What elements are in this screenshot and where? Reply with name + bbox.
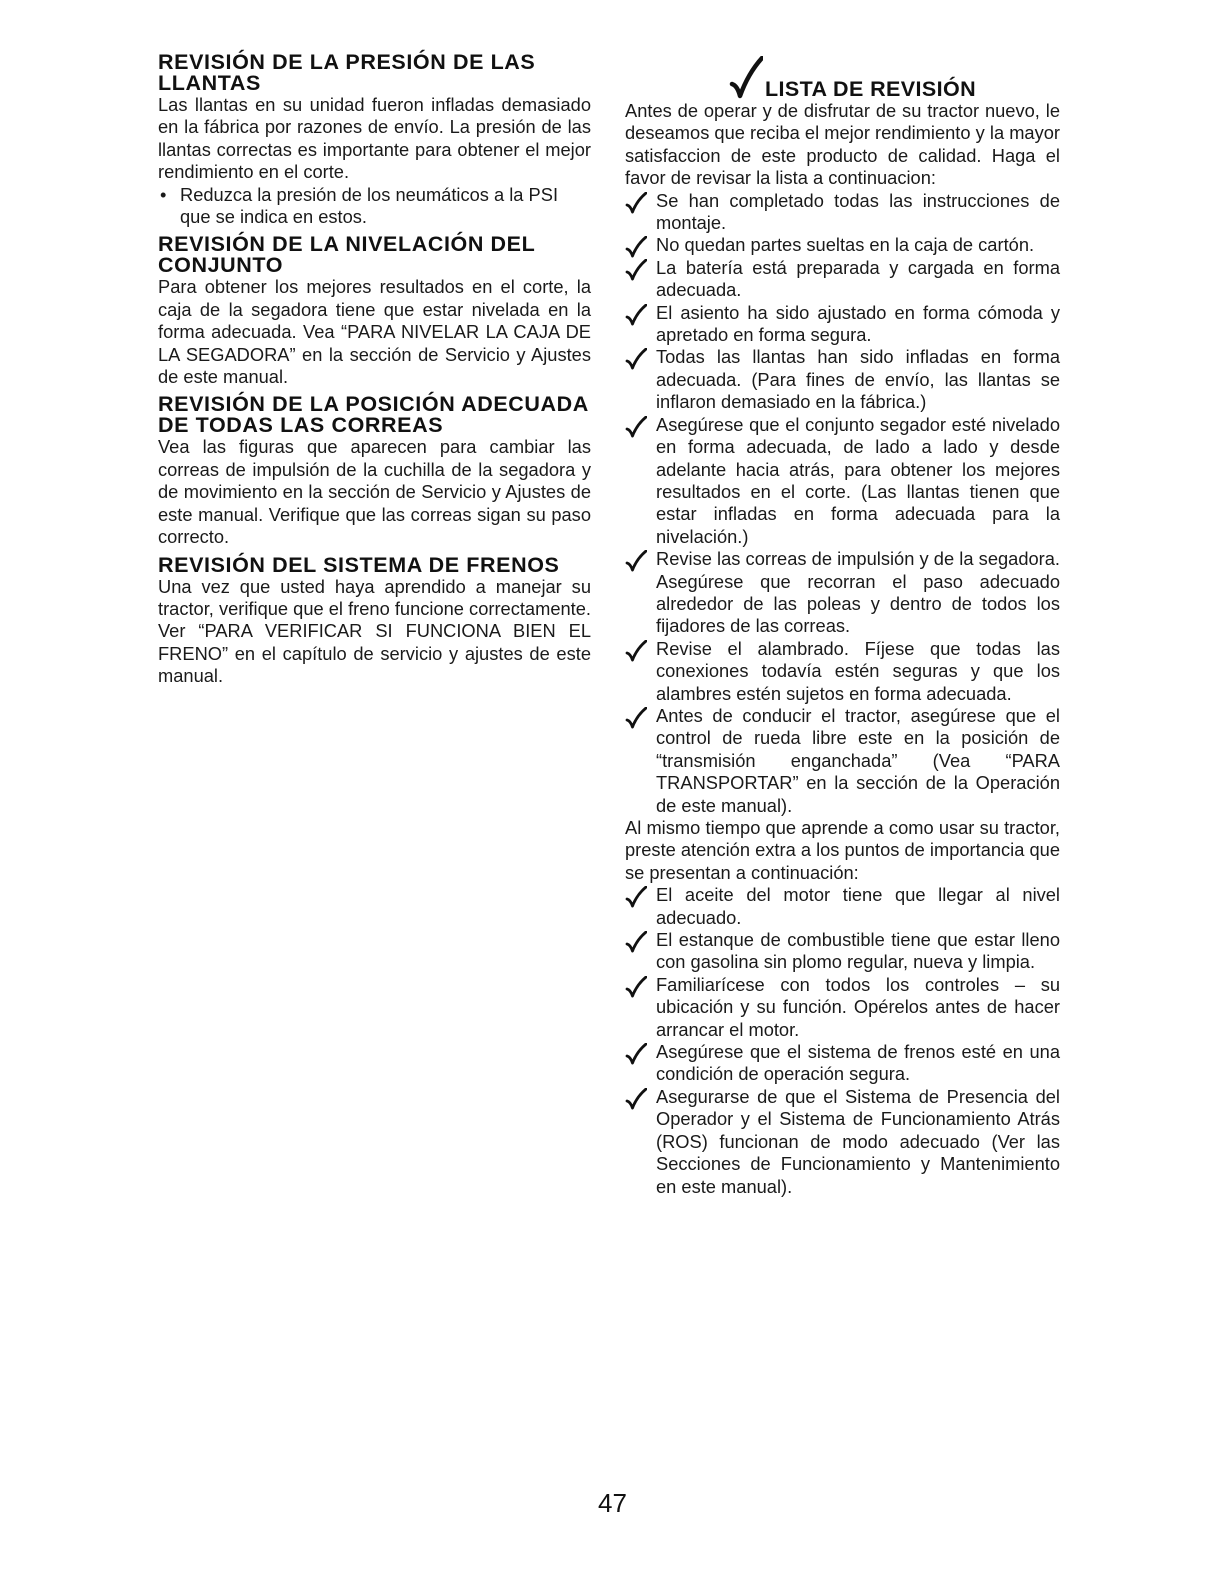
checklist-item (625, 705, 1060, 817)
checklist-intro: Antes de operar y de disfrutar de su tractor nuevo, le deseamos que reciba el mejor rendimiento y la mayor satisfaccion de este producto de calidad. Haga el favor de revisar la lista a continuacion: (625, 100, 1060, 189)
left-column (158, 52, 591, 688)
section-body-tire-pressure: Las llantas en su unidad fueron infladas demasiado en la fábrica por razones de envío. La presión de las llantas correctas es importante para obtener el mejor rendimiento en el corte. (158, 94, 591, 183)
checkmark-icon (729, 56, 763, 100)
checklist-item (625, 1086, 1060, 1198)
checklist-item-text: Familiarícese con todos los controles – su ubicación y su función. Opérelos antes de hacer arrancar el motor. (656, 973, 1060, 1040)
bullet-dot: • (160, 183, 167, 205)
checklist-item (625, 414, 1060, 548)
checklist-item (625, 638, 1060, 705)
checkmark-icon (625, 707, 647, 729)
checkmark-icon (625, 886, 647, 908)
checklist-title: LISTA DE REVISIÓN (764, 77, 977, 101)
checklist-before-operation (625, 190, 1060, 817)
checklist-item-text: El asiento ha sido ajustado en forma cómoda y apretado en forma segura. (656, 301, 1060, 346)
checklist-item-text: El estanque de combustible tiene que estar lleno con gasolina sin plomo regular, nueva y limpia. (656, 929, 1060, 973)
page-number: 47 (598, 1488, 627, 1518)
checklist-item-text: El aceite del motor tiene que llegar al nivel adecuado. (656, 884, 1060, 928)
checklist-item-text: No quedan partes sueltas en la caja de cartón. (656, 234, 1035, 256)
checklist-item-text: Se han completado todas las instrucciones de montaje. (656, 189, 1060, 234)
checklist-item-text: Revise las correas de impulsión y de la segadora. Asegúrese que recorran el paso adecuado alrededor de las poleas y dentro de todos los fijadores de las correas. (656, 548, 1060, 637)
checklist-item-text: Antes de conducir el tractor, asegúrese que el control de rueda libre este en la posición de “transmisión enganchada” (Vea “PARA TRANSPORTAR” en la sección de la Operación de este manual). (656, 704, 1060, 816)
checklist-item (625, 346, 1060, 413)
checklist-item-text: Todas las llantas han sido infladas en forma adecuada. (Para fines de envío, las llantas se inflaron demasiado en la fábrica.) (656, 346, 1060, 413)
bullet-text: Reduzca la presión de los neumáticos a la PSI que se indica en estos. (180, 183, 559, 228)
section-title-tire-pressure: REVISIÓN DE LA PRESIÓN DE LAS LLANTAS (158, 50, 536, 95)
section-body-brakes: Una vez que usted haya aprendido a manejar su tractor, verifique que el freno funcione correctamente. Ver “PARA VERIFICAR SI FUNCIONA BIEN EL FRENO” en el capítulo de servicio y ajustes de este manual. (158, 575, 591, 687)
checkmark-icon (625, 1043, 647, 1065)
checkmark-icon (625, 550, 647, 572)
section-title-belts: REVISIÓN DE LA POSICIÓN ADECUADA DE TODAS LAS CORREAS (158, 392, 589, 438)
checklist-item (625, 929, 1060, 974)
checklist-item (625, 302, 1060, 347)
section-body-leveling: Para obtener los mejores resultados en el corte, la caja de la segadora tiene que estar nivelada en la forma adecuada. Vea “PARA NIVELAR LA CAJA DE LA SEGADORA” en la sección de Servicio y Ajustes de este manual. (158, 276, 591, 388)
section-title-brakes: REVISIÓN DEL SISTEMA DE FRENOS (158, 552, 560, 577)
checkmark-icon (625, 931, 647, 953)
bullet-item (158, 184, 591, 229)
checklist-middle-text: Al mismo tiempo que aprende a como usar su tractor, preste atención extra a los puntos de importancia que se presentan a continuación: (625, 817, 1060, 883)
checklist-item-text: Asegurarse de que el Sistema de Presencia del Operador y el Sistema de Funcionamiento Atrás (ROS) funcionan de modo adecuado (Ver las Secciones de Funcionamiento y Mantenimiento en este manual). (656, 1085, 1060, 1197)
checkmark-icon (625, 236, 647, 258)
checkmark-icon (625, 416, 647, 438)
checklist-item-text: Asegúrese que el conjunto segador esté nivelado en forma adecuada, de lado a lado y desde adelante hacia atrás, para obtener los mejores resultados en el corte. (Las llantas tienen que estar infladas en forma adecuada para la nivelación.) (656, 413, 1060, 547)
checklist-item (625, 548, 1060, 638)
checklist-item-text: Revise el alambrado. Fíjese que todas las conexiones todavía estén seguras y que los alambres estén sujetos en forma adecuada. (656, 637, 1060, 704)
checkmark-icon (625, 976, 647, 998)
checklist-item-text: Asegúrese que el sistema de frenos esté en una condición de operación segura. (656, 1041, 1060, 1085)
checklist-item-text: La batería está preparada y cargada en forma adecuada. (656, 256, 1060, 301)
checklist-header (645, 52, 1060, 100)
checkmark-icon (625, 259, 647, 281)
checklist-item (625, 974, 1060, 1041)
checkmark-icon (625, 192, 647, 214)
section-body-belts: Vea las figuras que aparecen para cambiar las correas de impulsión de la cuchilla de la segadora y de movimiento en la sección de Servicio y Ajustes de este manual. Verifique que las correas sigan su paso correcto. (158, 436, 591, 548)
right-column (625, 52, 1060, 1198)
checkmark-icon (625, 348, 647, 370)
checkmark-icon (625, 640, 647, 662)
checklist-item (625, 1041, 1060, 1086)
checklist-item (625, 234, 1060, 256)
checklist-item (625, 884, 1060, 929)
checklist-item (625, 190, 1060, 235)
checklist-important-points (625, 884, 1060, 1198)
checkmark-icon (625, 304, 647, 326)
section-title-leveling: REVISIÓN DE LA NIVELACIÓN DEL CONJUNTO (158, 232, 535, 278)
checkmark-icon (625, 1088, 647, 1110)
checklist-item (625, 257, 1060, 302)
